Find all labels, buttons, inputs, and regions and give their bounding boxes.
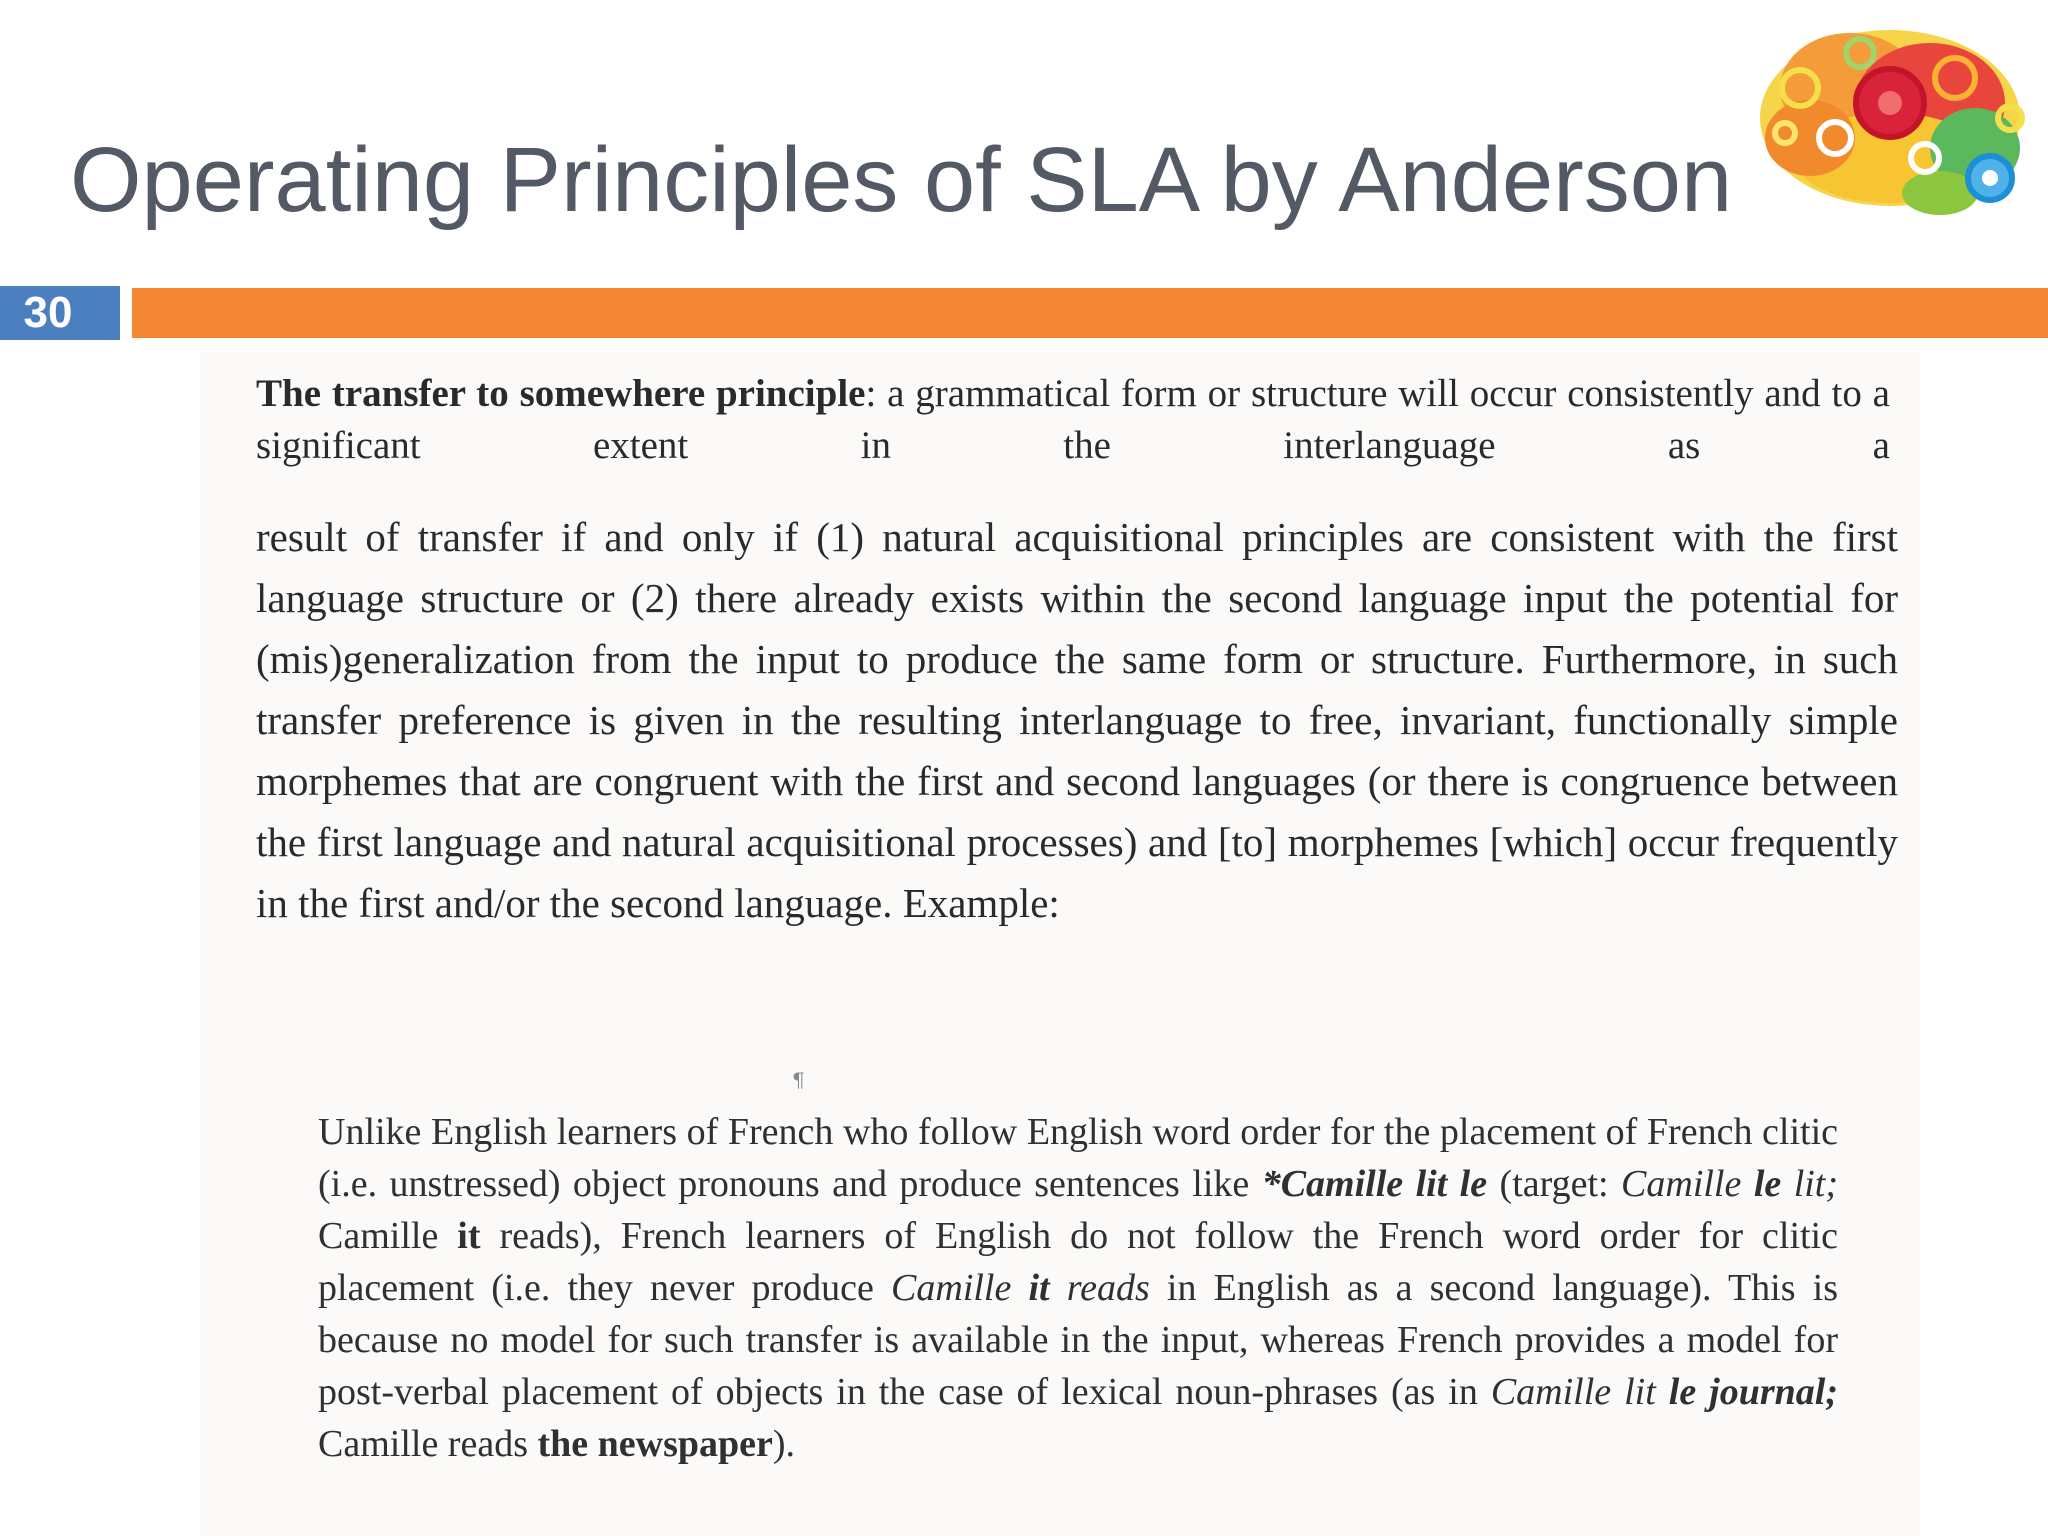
example-quote (318, 1106, 1838, 1470)
accent-bar (132, 288, 2048, 338)
example-bold: it (457, 1215, 481, 1257)
example-french: reads (1049, 1267, 1150, 1309)
example-text: Camille reads (318, 1423, 538, 1465)
example-french: lit; (1781, 1163, 1839, 1205)
colorful-gear-brain-icon (1740, 8, 2040, 238)
example-text: reads), French learners of English do not follow the French word order for clitic placement (i.e. they never produce (318, 1215, 1838, 1309)
principle-name: The transfer to somewhere principle (256, 372, 866, 415)
example-french: Camille (1621, 1163, 1754, 1205)
principle-text-1: : a grammatical form or structure will occur consistently and to a significant extent in the interlanguage as a (256, 372, 1890, 467)
example-bold: the newspaper (537, 1423, 773, 1465)
slide-title: Operating Principles of SLA by Anderson (70, 129, 1733, 231)
example-french: Camille lit (1490, 1371, 1669, 1413)
example-french: le (1753, 1163, 1782, 1205)
example-text: in English as a second language). This is because no model for such transfer is available in the input, whereas French provides a model for post-verbal placement of objects in the case of lexical noun-phrases (as in (318, 1267, 1838, 1413)
slide-number-box (0, 286, 120, 340)
example-french: it (1028, 1267, 1050, 1309)
example-text: Camille (318, 1215, 458, 1257)
principle-paragraph-2: result of transfer if and only if (1) natural acquisitional principles are consistent with the first language structure or (2) there already exists within the second language input the potential for (mis)generalization from the input to produce the same form or structure. Furthermore, in such transfer preference is given in the resulting interlanguage to free, invariant, functionally simple morphemes that are congruent with the first and second languages (or there is congruence between the first language and natural acquisitional processes) and [to] morphemes [which] occur frequently in the first and/or the second language. Example: (256, 514, 1898, 926)
page-mark: ¶ (792, 1068, 805, 1092)
example-text: Unlike English learners of French who follow English word order for the placement of French clitic (i.e. unstressed) object pronouns and produce sentences like (318, 1111, 1838, 1205)
divider (120, 286, 132, 340)
slide-number: 30 (23, 288, 73, 337)
example-french: le journal; (1668, 1371, 1839, 1413)
principle-paragraph-1 (256, 368, 1890, 472)
example-text: ). (772, 1423, 796, 1465)
example-french: *Camille lit le (1261, 1163, 1488, 1205)
example-text: (target: (1487, 1163, 1622, 1205)
example-french: Camille (891, 1267, 1029, 1309)
